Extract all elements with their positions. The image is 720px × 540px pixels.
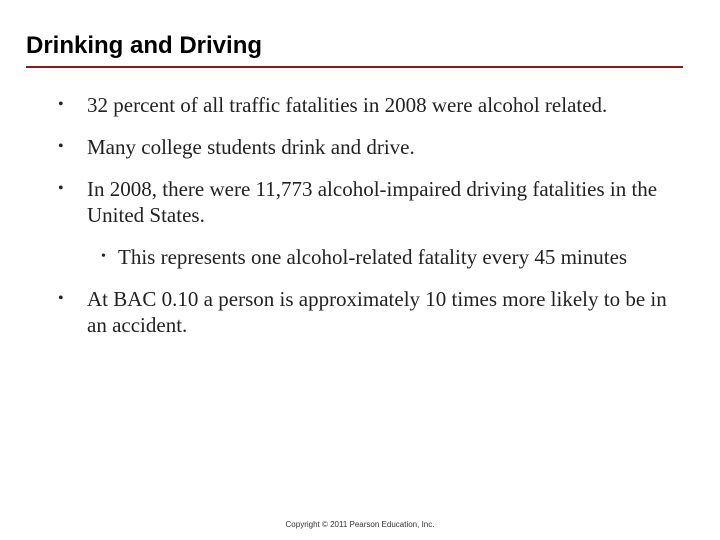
bullet-text: This represents one alcohol-related fatality every 45 minutes bbox=[118, 245, 628, 269]
bullet-dot: • bbox=[58, 290, 64, 307]
title-underline bbox=[26, 66, 683, 68]
bullet-text: 32 percent of all traffic fatalities in 2008 were alcohol related. bbox=[87, 93, 608, 117]
bullet-item bbox=[58, 286, 678, 338]
sub-bullet-item bbox=[101, 244, 678, 270]
bullet-text: At BAC 0.10 a person is approximately 10 times more likely to be in an accident. bbox=[87, 287, 667, 337]
bullet-dot: • bbox=[101, 249, 106, 264]
slide-title: Drinking and Driving bbox=[26, 32, 263, 59]
bullet-list bbox=[58, 92, 678, 354]
bullet-dot: • bbox=[58, 180, 64, 197]
bullet-text: In 2008, there were 11,773 alcohol-impaired driving fatalities in the United States. bbox=[87, 177, 658, 227]
bullet-item bbox=[58, 92, 678, 118]
bullet-dot: • bbox=[58, 96, 64, 113]
bullet-text: Many college students drink and drive. bbox=[87, 135, 415, 159]
bullet-dot: • bbox=[58, 138, 64, 155]
copyright-footer: Copyright © 2011 Pearson Education, Inc. bbox=[285, 520, 435, 529]
bullet-item bbox=[58, 176, 678, 228]
bullet-item bbox=[58, 134, 678, 160]
